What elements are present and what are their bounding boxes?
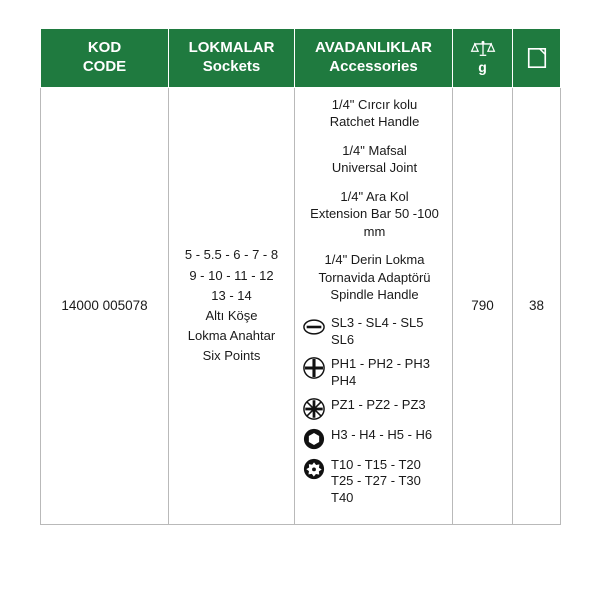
header-code-tr: KOD bbox=[87, 39, 122, 56]
bit-label: PH1 - PH2 - PH3 PH4 bbox=[331, 355, 430, 388]
slotted-bit-icon bbox=[303, 316, 325, 338]
torx-bit-icon bbox=[303, 458, 325, 480]
scale-icon bbox=[470, 39, 496, 57]
accessory-en: Universal Joint bbox=[331, 160, 418, 176]
table-header bbox=[41, 29, 561, 88]
accessory-tr: 1/4" Mafsal bbox=[342, 142, 407, 158]
accessory-tr: 1/4" Derin Lokma bbox=[324, 252, 425, 268]
bit-label: T10 - T15 - T20 T25 - T27 - T30 T40 bbox=[331, 456, 421, 506]
accessory-item-spindle-handle bbox=[303, 251, 446, 304]
sockets-line: 9 - 10 - 11 - 12 bbox=[189, 267, 274, 283]
header-accessories-en: Accessories bbox=[329, 57, 418, 75]
bit-label: PZ1 - PZ2 - PZ3 bbox=[331, 396, 426, 412]
accessory-en: Tornavida Adaptörü bbox=[318, 269, 431, 285]
bit-label: SL3 - SL4 - SL5 SL6 bbox=[331, 314, 424, 347]
header-code-en: CODE bbox=[82, 57, 127, 75]
header-cell-weight bbox=[453, 29, 513, 88]
header-cell-code bbox=[41, 29, 169, 88]
cell-sockets bbox=[169, 87, 295, 525]
sockets-line: Six Points bbox=[202, 348, 261, 364]
accessory-en: Ratchet Handle bbox=[329, 114, 420, 130]
hex-bit-icon bbox=[303, 428, 325, 450]
header-row bbox=[41, 29, 561, 88]
bit-item-hex bbox=[303, 427, 446, 450]
cell-weight: 790 bbox=[453, 87, 513, 525]
tool-set-table bbox=[40, 28, 561, 525]
header-sockets-tr: LOKMALAR bbox=[188, 39, 275, 56]
table-row bbox=[41, 87, 561, 525]
bit-item-phillips bbox=[303, 356, 446, 390]
accessory-item-universal-joint bbox=[303, 142, 446, 177]
header-cell-accessories bbox=[295, 29, 453, 88]
cell-count: 38 bbox=[513, 87, 561, 525]
header-accessories-tr: AVADANLIKLAR bbox=[315, 39, 432, 56]
pozidriv-bit-icon bbox=[303, 398, 325, 420]
accessory-item-extension-bar bbox=[303, 188, 446, 241]
accessory-tr: 1/4" Cırcır kolu bbox=[331, 96, 418, 112]
bit-item-torx bbox=[303, 457, 446, 508]
accessory-en2: Spindle Handle bbox=[330, 287, 419, 303]
sockets-line: Lokma Anahtar bbox=[187, 327, 276, 343]
accessory-item-ratchet bbox=[303, 96, 446, 131]
bit-label: H3 - H4 - H5 - H6 bbox=[331, 426, 433, 442]
box-icon bbox=[526, 46, 548, 70]
bit-item-pozidriv bbox=[303, 397, 446, 420]
header-sockets-en: Sockets bbox=[202, 57, 261, 75]
sockets-line: Altı Köşe bbox=[205, 307, 258, 323]
cell-code: 14000 005078 bbox=[41, 87, 169, 525]
sockets-line: 5 - 5.5 - 6 - 7 - 8 bbox=[184, 247, 279, 263]
cell-accessories bbox=[295, 87, 453, 525]
header-weight-unit: g bbox=[478, 59, 487, 75]
accessory-en: Extension Bar 50 -100 mm bbox=[310, 206, 439, 239]
header-cell-count bbox=[513, 29, 561, 88]
accessory-tr: 1/4" Ara Kol bbox=[340, 188, 409, 204]
table-body bbox=[41, 87, 561, 525]
phillips-bit-icon bbox=[303, 357, 325, 379]
header-cell-sockets bbox=[169, 29, 295, 88]
bit-item-slotted bbox=[303, 315, 446, 349]
sockets-line: 13 - 14 bbox=[211, 287, 252, 303]
